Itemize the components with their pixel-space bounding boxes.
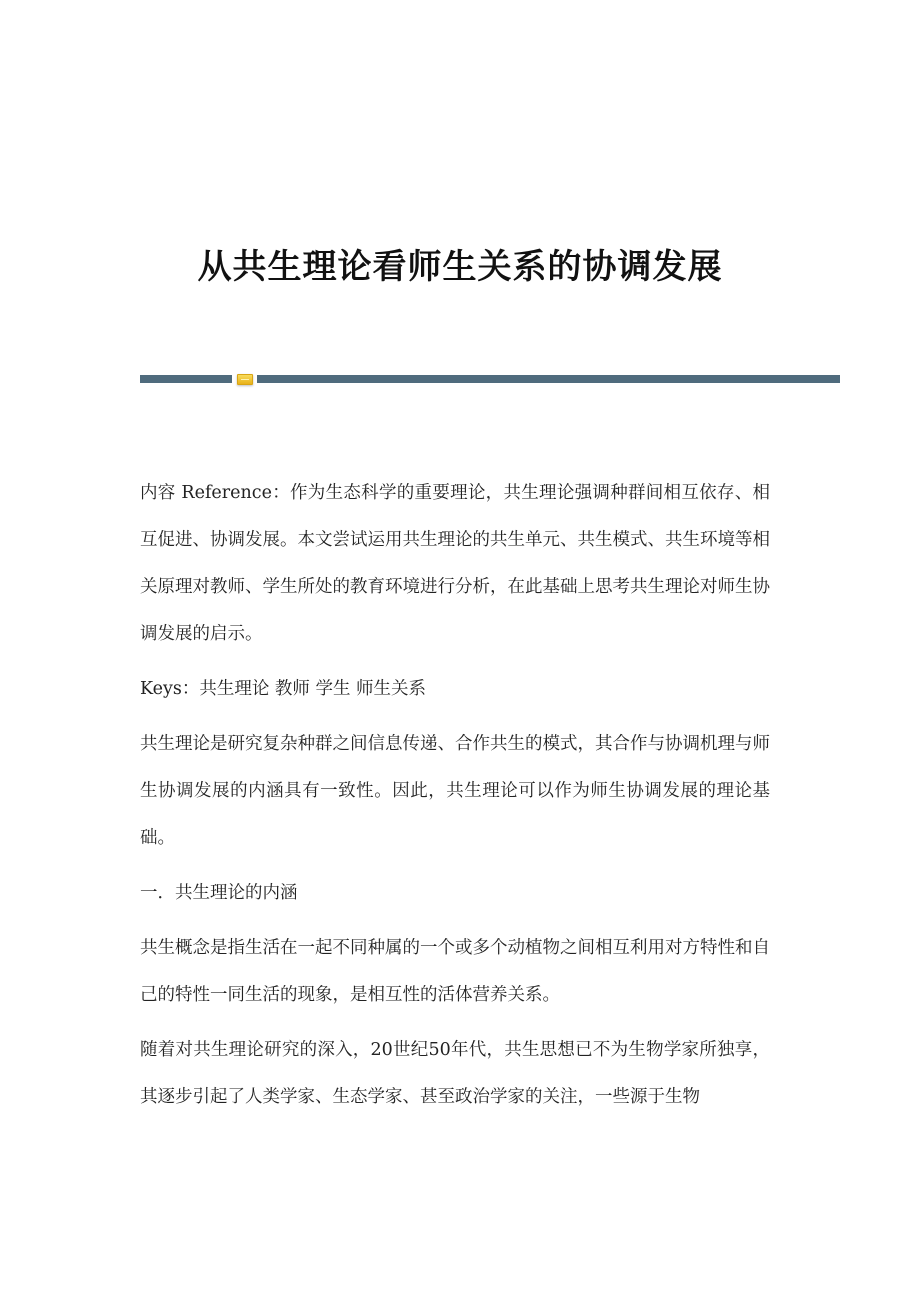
divider-ornament-icon (237, 374, 253, 385)
document-title: 从共生理论看师生关系的协调发展 (197, 246, 723, 287)
keywords-line: Keys：共生理论 教师 学生 师生关系 (140, 679, 427, 699)
abstract-paragraph: 内容 Reference：作为生态科学的重要理论，共生理论强调种群间相互依存、相互促进、协调发展。本文尝试运用共生理论的共生单元、共生模式、共生环境等相关原理对教师、学生所处的教育环境进行分析，在此基础上思考共生理论对师生协调发展的启示。 (140, 483, 770, 644)
divider-bar-right (257, 375, 840, 383)
divider-bar-left (140, 375, 232, 383)
body-paragraph: 共生概念是指生活在一起不同种属的一个或多个动植物之间相互利用对方特性和自己的特性一同生活的现象，是相互性的活体营养关系。 (140, 938, 770, 1005)
title-divider (140, 375, 840, 384)
body-paragraph: 共生理论是研究复杂种群之间信息传递、合作共生的模式，其合作与协调机理与师生协调发展的内涵具有一致性。因此，共生理论可以作为师生协调发展的理论基础。 (140, 734, 770, 848)
section-heading: 一．共生理论的内涵 (140, 883, 298, 903)
body-paragraph: 随着对共生理论研究的深入，20世纪50年代，共生思想已不为生物学家所独享，其逐步引起了人类学家、生态学家、甚至政治学家的关注，一些源于生物 (140, 1040, 770, 1107)
document-body (140, 470, 770, 1129)
